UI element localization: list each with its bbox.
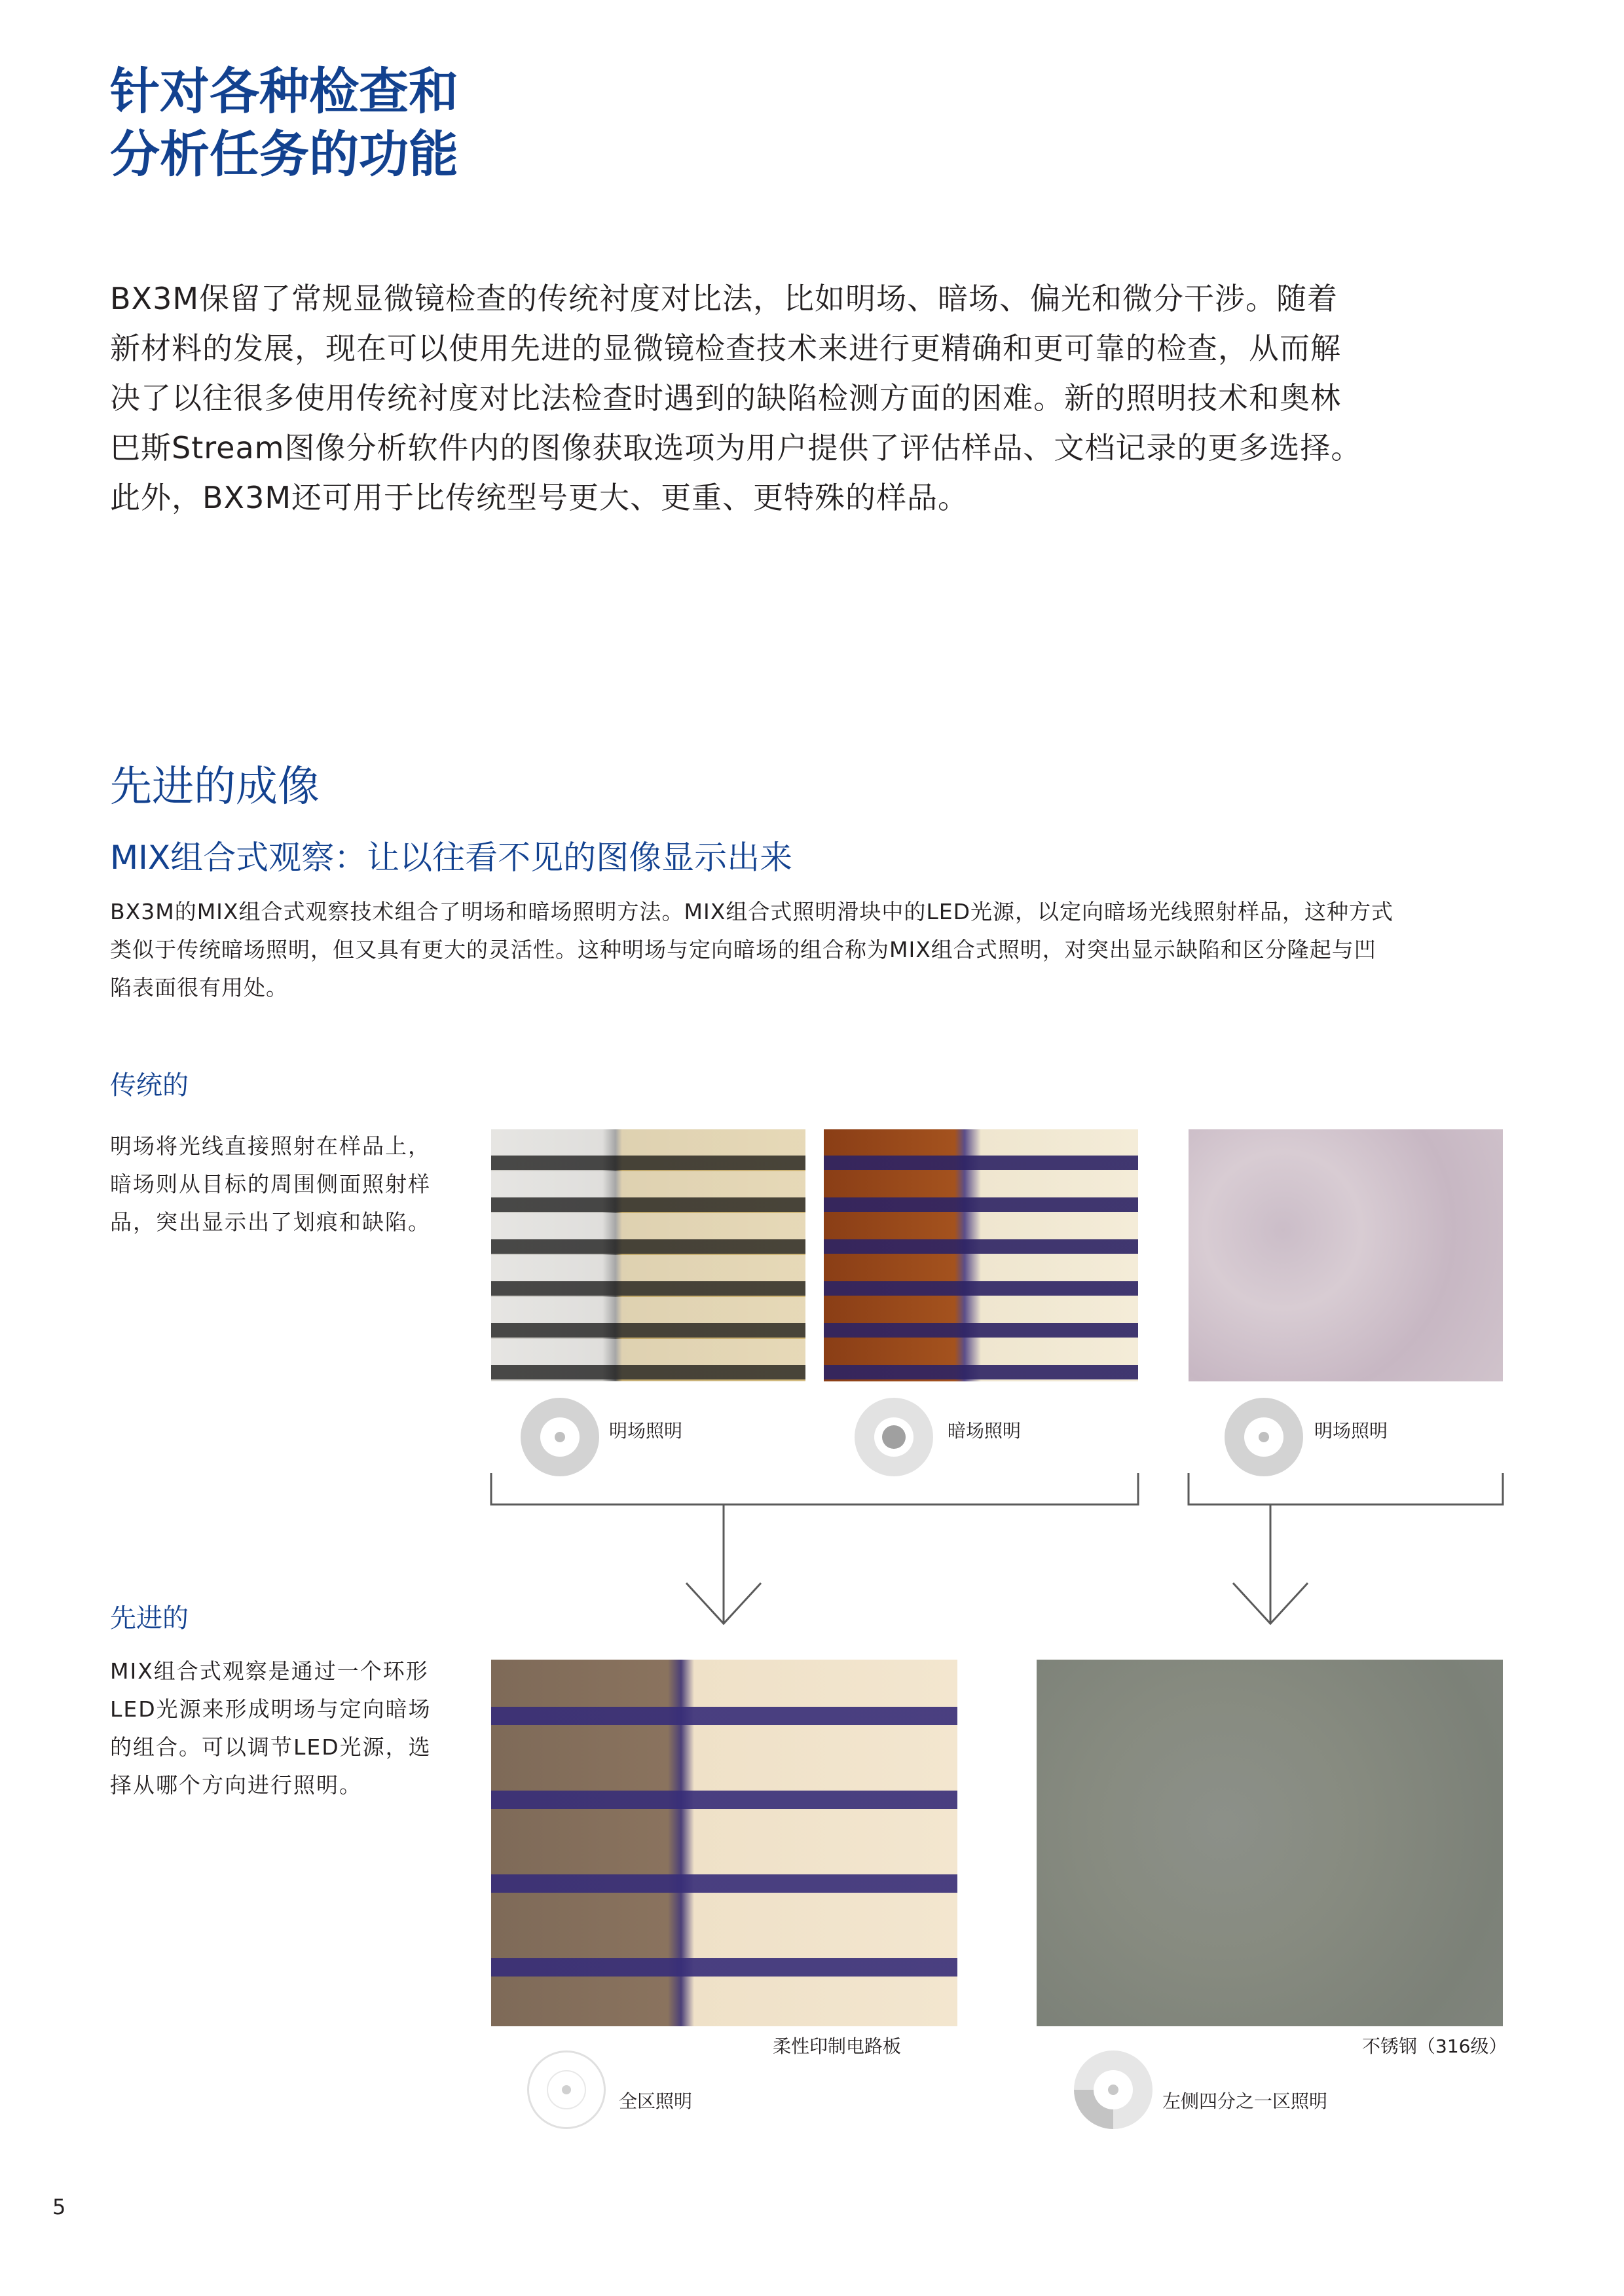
illumination-label: 明场照明 [1314, 1420, 1388, 1442]
illumination-label: 明场照明 [609, 1420, 683, 1442]
advanced-heading: 先进的 [110, 1603, 189, 1633]
description-line: MIX组合式观察是通过一个环形 [110, 1658, 429, 1684]
quarter-ring-disk-icon [1074, 2050, 1153, 2129]
description-line: 择从哪个方向进行照明。 [110, 1772, 362, 1798]
advanced-description [110, 1652, 477, 1804]
illumination-label: 左侧四分之一区照明 [1162, 2090, 1328, 2112]
intro-line: 巴斯Stream图像分析软件内的图像获取选项为用户提供了评估样品、文档记录的更多选择。 [110, 430, 1362, 465]
mix-pcb-image [491, 1660, 957, 2026]
section-title: 先进的成像 [110, 763, 320, 811]
description-line: 明场将光线直接照射在样品上， [110, 1133, 431, 1159]
intro-line: 此外，BX3M还可用于比传统型号更大、更重、更特殊的样品。 [110, 480, 969, 515]
bracket-right [1189, 1473, 1503, 1504]
subsection-line: 类似于传统暗场照明，但又具有更大的灵活性。这种明场与定向暗场的组合称为MIX组合式照明，对突出显示缺陷和区分隆起与凹 [110, 937, 1376, 962]
bracket-left [491, 1473, 1138, 1504]
subsection-title: MIX组合式观察：让以往看不见的图像显示出来 [110, 839, 793, 877]
subsection-line: 陷表面很有用处。 [110, 975, 288, 1000]
mix-steel-image [1037, 1660, 1503, 2026]
illumination-label: 全区照明 [619, 2090, 693, 2112]
sample-caption: 柔性印制电路板 [773, 2035, 902, 2057]
intro-line: BX3M保留了常规显微镜检查的传统衬度对比法，比如明场、暗场、偏光和微分干涉。随着 [110, 281, 1338, 316]
sample-caption: 不锈钢（316级） [1362, 2035, 1507, 2057]
title-line: 分析任务的功能 [110, 125, 458, 183]
full-ring-disk-icon [527, 2050, 606, 2129]
description-line: 品，突出显示出了划痕和缺陷。 [110, 1209, 431, 1235]
intro-line: 决了以往很多使用传统衬度对比法检查时遇到的缺陷检测方面的困难。新的照明技术和奥林 [110, 380, 1341, 416]
title-line: 针对各种检查和 [110, 62, 458, 120]
page-number: 5 [52, 2195, 66, 2219]
description-line: 的组合。可以调节LED光源，选 [110, 1734, 432, 1760]
subsection-line: BX3M的MIX组合式观察技术组合了明场和暗场照明方法。MIX组合式照明滑块中的LED光源，以定向暗场光线照射样品，这种方式 [110, 899, 1393, 924]
conventional-heading: 传统的 [110, 1070, 189, 1101]
description-line: LED光源来形成明场与定向暗场 [110, 1696, 432, 1722]
description-line: 暗场则从目标的周围侧面照射样 [110, 1171, 431, 1197]
illumination-label: 暗场照明 [948, 1420, 1022, 1442]
intro-line: 新材料的发展，现在可以使用先进的显微镜检查技术来进行更精确和更可靠的检查，从而解 [110, 331, 1341, 366]
